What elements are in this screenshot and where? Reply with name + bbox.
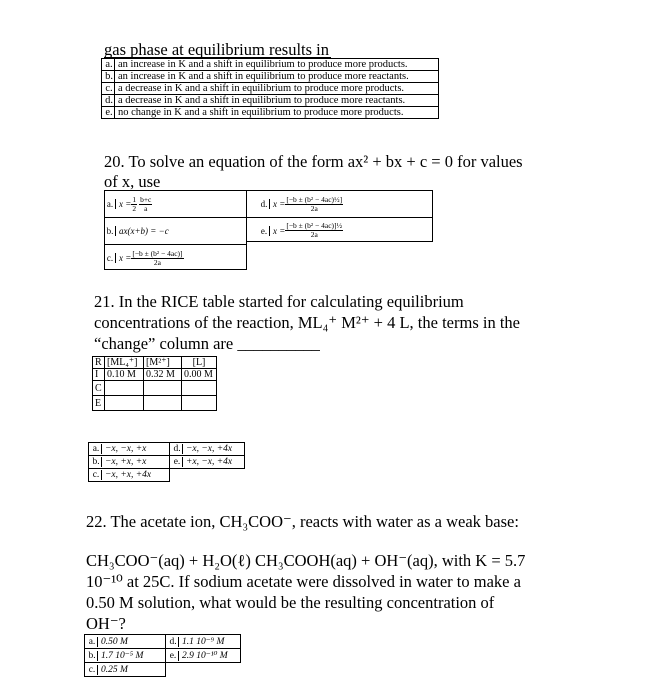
q22-line5: OH⁻?	[86, 614, 126, 633]
q19-option-b[interactable]: b. an increase in K and a shift in equilibrium to produce more reactants.	[102, 71, 439, 83]
q21-option-a[interactable]: a. −x, −x, +x	[89, 443, 170, 456]
q20-option-d[interactable]: d. x = $\frac{\text{[−b ± (b² − 4ac)½]}}{2a}$	[247, 191, 432, 218]
rice-row-change: C	[93, 381, 217, 396]
q20-option-c[interactable]: c. x = $\frac{\text{[−b ± (b² − 4ac)]}}{2a}$	[106, 248, 183, 267]
q22-line1: 22. The acetate ion, CH₃COO⁻, reacts with water as a weak base:	[86, 512, 519, 531]
q20-line2: of x, use	[104, 172, 161, 191]
q21-line3	[94, 334, 320, 354]
q19-options-table	[101, 58, 439, 119]
q22-option-e[interactable]: e. 2.9 10⁻¹⁰ M	[166, 649, 241, 663]
q21-option-d[interactable]: d. −x, −x, +4x	[170, 443, 245, 456]
q21-answer-blank[interactable]: __________	[237, 334, 320, 353]
q22-line3: 10⁻¹⁰ at 25C. If sodium acetate were dissolved in water to make a	[86, 572, 521, 591]
q20-left-column	[104, 190, 247, 270]
q21-line2: concentrations of the reaction, ML₄⁺ M²⁺ + 4 L, the terms in the	[94, 313, 520, 332]
q21-options-table	[88, 442, 245, 482]
q22-option-c[interactable]: c. 0.25 M	[85, 663, 166, 677]
q20-line1: 20. To solve an equation of the form ax² + bx + c = 0 for values	[104, 152, 523, 171]
q22-line2: CH₃COO⁻(aq) + H₂O(ℓ) CH₃COOH(aq) + OH⁻(aq), with K = 5.7	[86, 551, 526, 570]
rice-row-equilibrium: E	[93, 396, 217, 411]
q22-option-b[interactable]: b. 1.7 10⁻⁵ M	[85, 649, 166, 663]
q22-line4: 0.50 M solution, what would be the resulting concentration of	[86, 593, 495, 612]
q22-option-d[interactable]: d. 1.1 10⁻⁹ M	[166, 635, 241, 649]
q22-option-a[interactable]: a. 0.50 M	[85, 635, 166, 649]
q19-option-e[interactable]: e. no change in K and a shift in equilibrium to produce more products.	[102, 107, 439, 119]
q20-right-column	[247, 190, 433, 242]
rice-row-initial: I 0.10 M 0.32 M 0.00 M	[93, 369, 217, 381]
rice-table	[92, 356, 217, 411]
q21-line1: 21. In the RICE table started for calculating equilibrium	[94, 292, 464, 311]
q20-option-e[interactable]: e. x = $\frac{\text{[−b ± (b² − 4ac)]½}}{2a}$	[260, 221, 343, 239]
q21-option-e[interactable]: e. +x, −x, +4x	[170, 456, 245, 469]
q21-line3-text: “change” column are	[94, 334, 238, 353]
q20-option-a[interactable]: a. x = $\frac{1}{2}$ $\frac{b+c}{a}$	[105, 191, 246, 218]
q21-option-c[interactable]: c. −x, +x, +4x	[89, 469, 170, 482]
q19-option-d[interactable]: d. a decrease in K and a shift in equilibrium to produce more reactants.	[102, 95, 439, 107]
q22-options-table	[84, 634, 241, 677]
q19-stem: gas phase at equilibrium results in	[104, 40, 329, 59]
q21-option-b[interactable]: b. −x, +x, +x	[89, 456, 170, 469]
rice-header-row: R [ML₄⁺] [M²⁺] [L]	[93, 357, 217, 369]
q19-option-c[interactable]: c. a decrease in K and a shift in equilibrium to produce more products.	[102, 83, 439, 95]
q20-option-b[interactable]: b. ax(x+b) = −c	[105, 218, 246, 245]
q19-option-a[interactable]: a. an increase in K and a shift in equilibrium to produce more products.	[102, 59, 439, 71]
